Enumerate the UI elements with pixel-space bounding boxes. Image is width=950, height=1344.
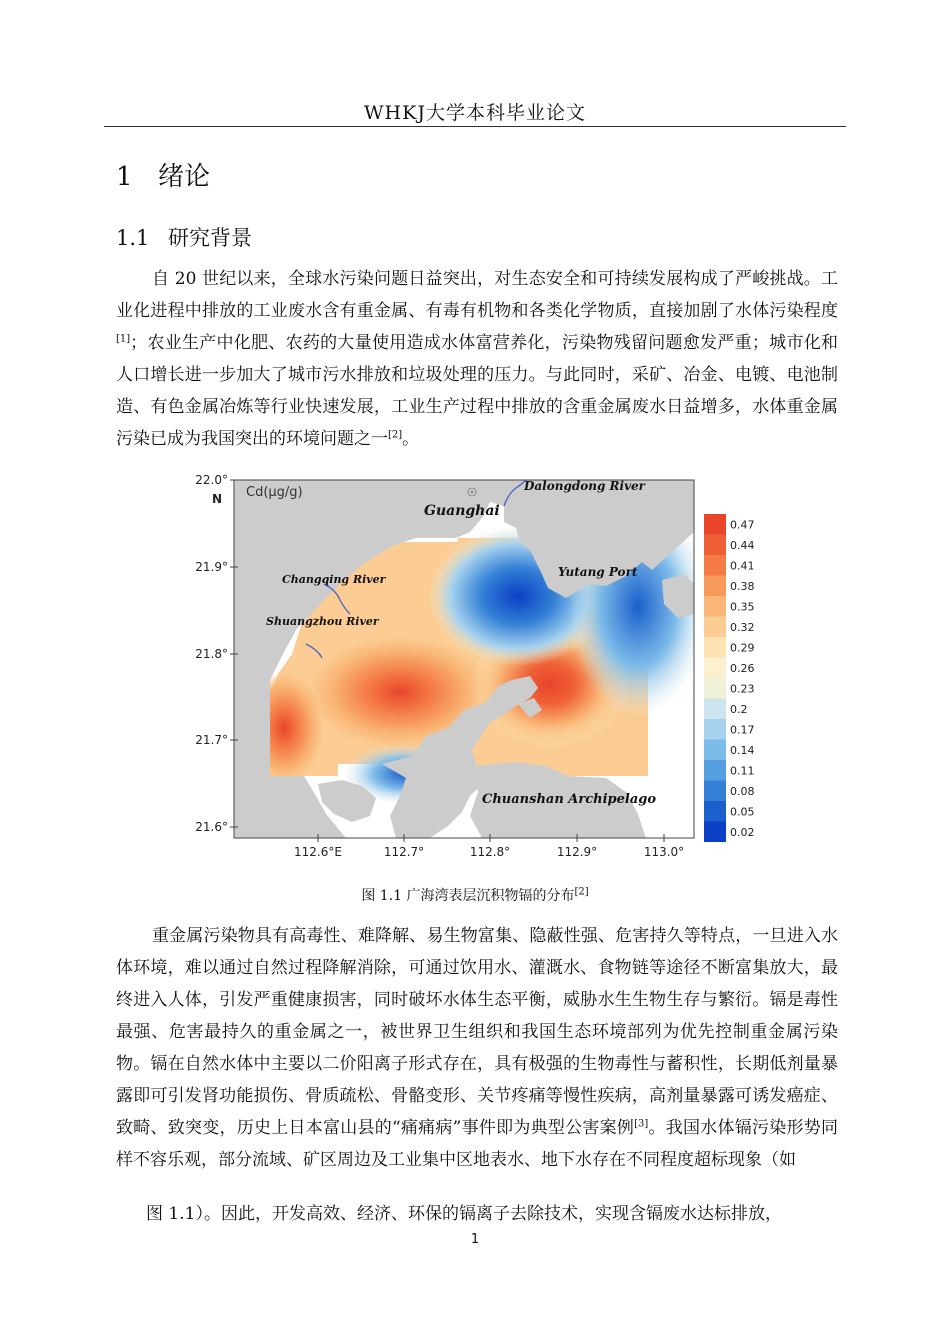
paragraph-2 [116, 920, 838, 1176]
lat-tick-21-7: 21.7° [195, 733, 228, 747]
legend-swatch-4 [704, 596, 726, 617]
chapter-heading [116, 156, 210, 193]
figure-caption-text: 图 1.1 广海湾表层沉积物镉的分布 [361, 888, 575, 904]
latitude-axis [195, 473, 238, 834]
legend-swatch-15 [704, 822, 726, 843]
legend-label-13: 0.08 [730, 784, 755, 798]
legend-label-8: 0.23 [730, 682, 755, 696]
paragraph-2-text-a: 重金属污染物具有高毒性、难降解、易生物富集、隐蔽性强、危害持久等特点，一旦进入水体环境，难以通过自然过程降解消除，可通过饮用水、灌溉水、食物链等途径不断富集放大，最终进入人体，引发严重健康损害，同时破坏水体生态平衡，威胁水生生物生存与繁衍。镉是毒性最强、危害最持久的重金属之一，被世界卫生组织和我国生态环境部列为优先控制重金属污染物。镉在自然水体中主要以二价阳离子形式存在，具有极强的生物毒性与蓄积性，长期低剂量暴露即可引发肾功能损伤、骨质疏松、骨骼变形、关节疼痛等慢性疾病，高剂量暴露可诱发癌症、致畸、致突变，历史上日本富山县的“痛痛病”事件即为典型公害案例 [116, 926, 838, 1138]
legend-swatch-9 [704, 699, 726, 720]
chapter-title: 绪论 [158, 162, 211, 192]
legend-label-0: 0.47 [730, 518, 755, 532]
legend-label-6: 0.29 [730, 641, 755, 655]
legend-label-2: 0.41 [730, 559, 755, 573]
legend-swatch-10 [704, 719, 726, 740]
section-title: 研究背景 [168, 226, 252, 250]
legend-label-10: 0.17 [730, 723, 755, 737]
citation-3: [3] [634, 1118, 649, 1130]
lat-unit-label: N [211, 492, 222, 506]
legend-label-4: 0.35 [730, 600, 755, 614]
label-chuanshan-archipelago: Chuanshan Archipelago [482, 792, 657, 807]
legend-label-9: 0.2 [730, 702, 748, 716]
lon-tick-113-0: 113.0° [643, 845, 685, 858]
lat-tick-21-8: 21.8° [195, 647, 228, 661]
legend-label-7: 0.26 [730, 661, 755, 675]
legend-label-15: 0.02 [730, 825, 755, 839]
legend-label-5: 0.32 [730, 620, 755, 634]
legend-swatch-7 [704, 658, 726, 679]
unit-label: Cd(μg/g) [246, 485, 303, 500]
legend-swatch-14 [704, 801, 726, 822]
label-shuangzhou-river: Shuangzhou River [266, 615, 379, 628]
legend-label-1: 0.44 [730, 538, 755, 552]
citation-1: [1] [116, 333, 131, 345]
citation-2: [2] [388, 429, 403, 441]
header-rule [104, 126, 846, 127]
paragraph-3 [116, 1198, 838, 1230]
legend-swatch-11 [704, 740, 726, 761]
legend-swatch-8 [704, 678, 726, 699]
lat-tick-21-6: 21.6° [195, 820, 228, 834]
legend-label-11: 0.14 [730, 743, 755, 757]
legend-swatch-3 [704, 576, 726, 597]
legend-swatch-6 [704, 637, 726, 658]
legend-swatch-2 [704, 555, 726, 576]
legend-label-3: 0.38 [730, 579, 755, 593]
paragraph-1-text-b: ；农业生产中化肥、农药的大量使用造成水体富营养化，污染物残留问题愈发严重；城市化和人口增长进一步加大了城市污水排放和垃圾处理的压力。与此同时，采矿、冶金、电镀、电池制造、有色金属冶炼等行业快速发展，工业生产过程中排放的含重金属废水日益增多，水体重金属污染已成为我国突出的环境问题之一 [116, 333, 838, 449]
label-yutang-port: Yutang Port [558, 565, 638, 579]
legend-swatch-5 [704, 617, 726, 638]
section-heading [116, 222, 252, 252]
running-header: WHKJ大学本科毕业论文 [364, 102, 586, 124]
lon-tick-112-8: 112.8° [469, 845, 511, 858]
legend-swatch-0 [704, 514, 726, 535]
chapter-number: 1 [116, 162, 133, 192]
paragraph-1 [116, 263, 838, 455]
paragraph-1-text-a: 自 20 世纪以来，全球水污染问题日益突出，对生态安全和可持续发展构成了严峻挑战。工业化进程中排放的工业废水含有重金属、有毒有机物和各类化学物质，直接加剧了水体污染程度 [116, 269, 838, 321]
color-legend [704, 514, 755, 842]
label-guanghai: Guanghai [424, 503, 500, 519]
legend-swatch-1 [704, 535, 726, 556]
paragraph-1-text-c: 。 [402, 429, 420, 449]
figure-caption [0, 885, 950, 905]
cadmium-distribution-map [186, 466, 766, 858]
legend-label-14: 0.05 [730, 805, 755, 819]
lon-tick-112-6: 112.6°E [294, 845, 342, 858]
section-number: 1.1 [116, 226, 150, 250]
legend-swatch-12 [704, 760, 726, 781]
legend-label-12: 0.11 [730, 764, 755, 778]
label-dalongdong-river: Dalongdong River [524, 479, 646, 493]
lat-tick-22-0: 22.0° [195, 473, 228, 487]
paragraph-3-text: 图 1.1）。因此，开发高效、经济、环保的镉离子去除技术，实现含镉废水达标排放， [146, 1204, 782, 1224]
figure-caption-citation: [2] [574, 886, 589, 898]
lat-tick-21-9: 21.9° [195, 560, 228, 574]
page-number: 1 [470, 1232, 480, 1247]
lon-tick-112-9: 112.9° [556, 845, 598, 858]
paragraph-2-text-b: 。我国水体镉污染形势同样不容乐观，部分流域、矿区周边及工业集中区地表水、地下水存在不同程度超标现象（如 [116, 1118, 838, 1170]
legend-swatch-13 [704, 781, 726, 802]
label-changqing-river: Changqing River [282, 573, 386, 586]
lon-tick-112-7: 112.7° [383, 845, 425, 858]
